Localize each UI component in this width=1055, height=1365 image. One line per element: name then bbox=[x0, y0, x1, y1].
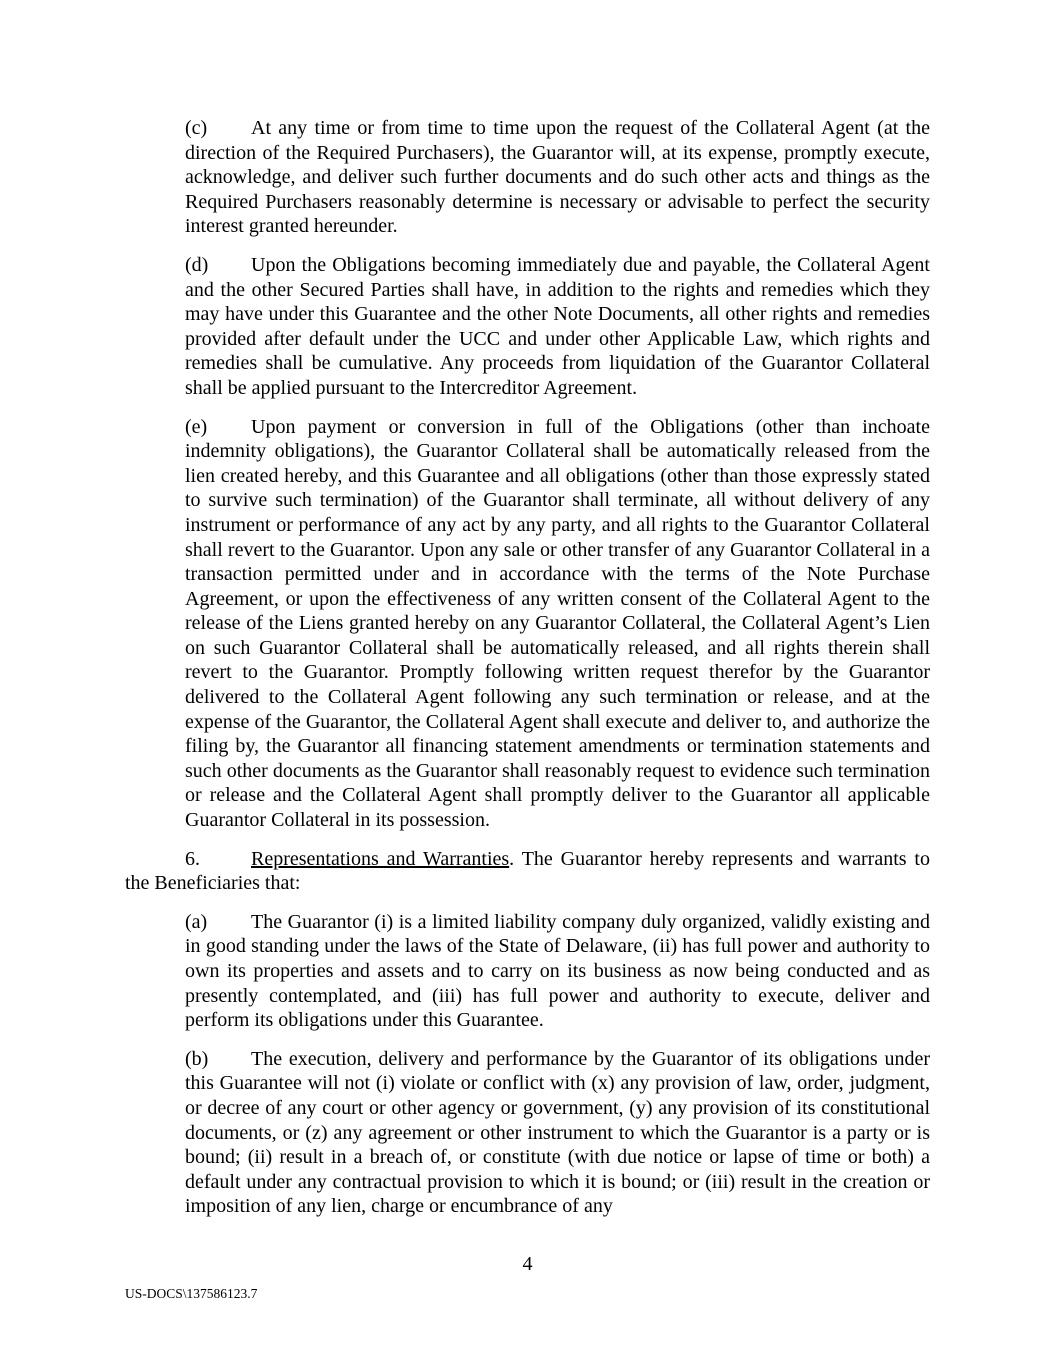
document-content bbox=[125, 116, 930, 1233]
paragraph-c-label: (c) bbox=[185, 117, 208, 139]
paragraph-e-label: (e) bbox=[185, 415, 208, 438]
page-number: 4 bbox=[522, 1253, 533, 1275]
section-6-text: . The Guarantor hereby represents and warrants to the Beneficiaries that: bbox=[125, 847, 930, 895]
paragraph-b bbox=[185, 1047, 930, 1219]
paragraph-d bbox=[185, 253, 930, 401]
paragraph-c bbox=[185, 116, 930, 239]
paragraph-e bbox=[185, 415, 930, 833]
paragraph-b-label: (b) bbox=[185, 1047, 209, 1070]
section-6 bbox=[125, 847, 930, 896]
footer-doc-id: US-DOCS\137586123.7 bbox=[125, 1286, 258, 1301]
paragraph-b-text: The execution, delivery and performance by the Guarantor of its obligations under this Guarantee will not (i) violate or conflict with (x) any provision of law, order, judgment, or decree of any court or other agency or government, (y) any provision of its constitutional documents, or (z) any agreement or other instrument to which the Guarantor is a party or is bound; (ii) result in a breach of, or constitute (with due notice or lapse of time or both) a default under any contractual provision to which it is bound; or (iii) result in the creation or imposition of any lien, charge or encumbrance of any bbox=[185, 1047, 930, 1218]
paragraph-e-text: Upon payment or conversion in full of the Obligations (other than inchoate indemnity obligations), the Guarantor Collateral shall be automatically released from the lien created hereby, and this Guarantee and all obligations (other than those expressly stated to survive such termination) of the Guarantor shall terminate, all without delivery of any instrument or performance of any act by any party, and all rights to the Guarantor Collateral shall revert to the Guarantor. Upon any sale or other transfer of any Guarantor Collateral in a transaction permitted under and in accordance with the terms of the Note Purchase Agreement, or upon the effectiveness of any written consent of the Collateral Agent to the release of the Liens granted hereby on any Guarantor Collateral, the Collateral Agent’s Lien on such Guarantor Collateral shall be automatically released, and all rights therein shall revert to the Guarantor. Promptly following written request therefor by the Guarantor delivered to the Collateral Agent following any such termination or release, and at the expense of the Guarantor, the Collateral Agent shall execute and deliver to, and authorize the filing by, the Guarantor all financing statement amendments or termination statements and such other documents as the Guarantor shall reasonably request to evidence such termination or release and the Collateral Agent shall promptly deliver to the Guarantor all applicable Guarantor Collateral in its possession. bbox=[185, 415, 930, 832]
paragraph-a-text: The Guarantor (i) is a limited liability company duly organized, validly existing and in good standing under the laws of the State of Delaware, (ii) has full power and authority to own its properties and assets and to carry on its business as now being conducted and as presently contemplated, and (iii) has full power and authority to execute, deliver and perform its obligations under this Guarantee. bbox=[185, 910, 930, 1032]
paragraph-d-text: Upon the Obligations becoming immediately due and payable, the Collateral Agent and the other Secured Parties shall have, in addition to the rights and remedies which they may have under this Guarantee and the other Note Documents, all other rights and remedies provided after default under the UCC and under other Applicable Law, which rights and remedies shall be cumulative. Any proceeds from liquidation of the Guarantor Collateral shall be applied pursuant to the Intercreditor Agreement. bbox=[185, 253, 930, 399]
paragraph-a-label: (a) bbox=[185, 910, 208, 933]
paragraph-a bbox=[185, 910, 930, 1033]
paragraph-c-text: At any time or from time to time upon the request of the Collateral Agent (at the direction of the Required Purchasers), the Guarantor will, at its expense, promptly execute, acknowledge, and deliver such further documents and do such other acts and things as the Required Purchasers reasonably determine is necessary or advisable to perfect the security interest granted hereunder. bbox=[185, 117, 930, 238]
section-6-heading: Representations and Warranties bbox=[251, 847, 510, 870]
paragraph-d-label: (d) bbox=[185, 253, 209, 276]
section-6-number: 6. bbox=[185, 847, 200, 870]
